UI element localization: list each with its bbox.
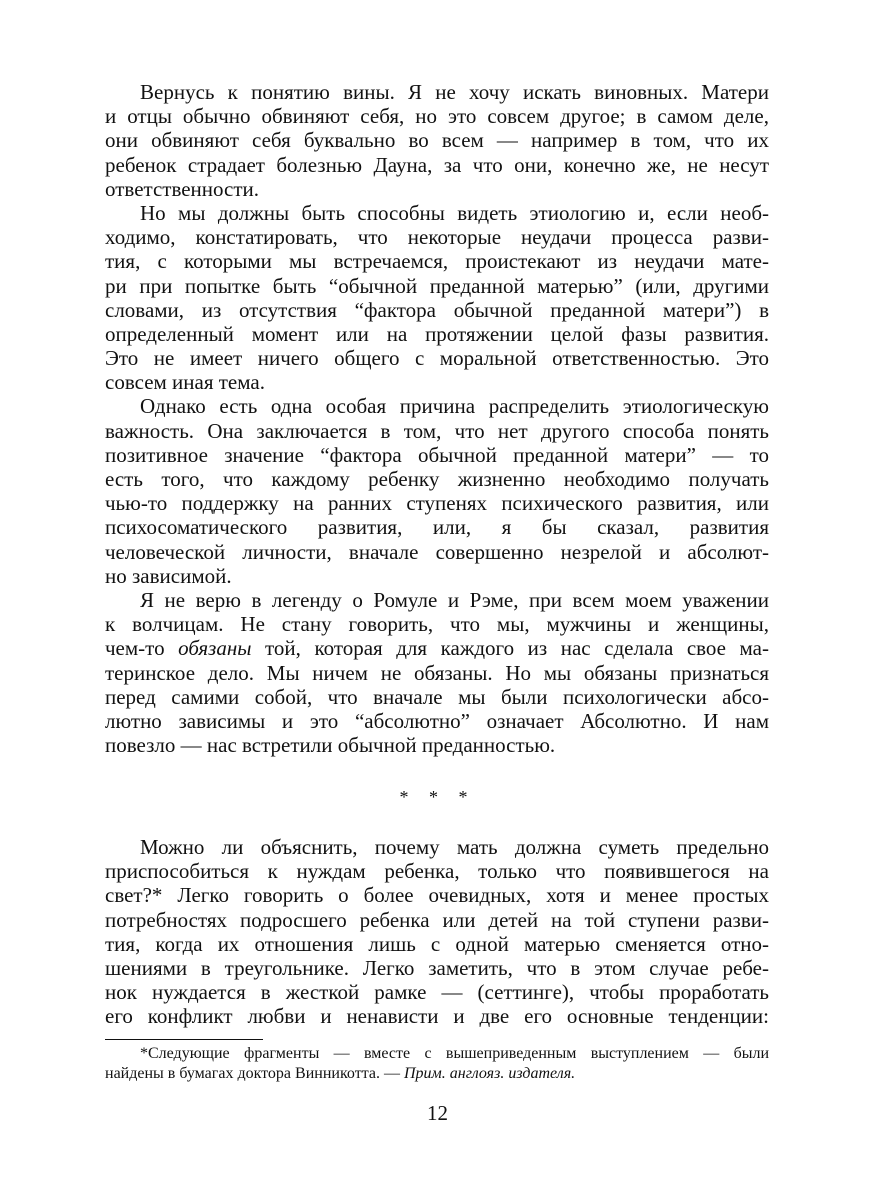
main-text-before-separator: [105, 80, 769, 757]
text-line-with-italic: [105, 636, 769, 660]
text-line: совсем иная тема.: [105, 370, 265, 395]
text-line: свет?* Легко говорить о более очевидных, хотя и менее простых: [105, 883, 769, 908]
paragraph-etiology: [105, 201, 769, 395]
italic-word: обязаны: [178, 636, 252, 661]
text-line: Вернусь к понятию вины. Я не хочу искать виновных. Матери: [140, 80, 769, 104]
paragraph-guilt: [105, 80, 769, 201]
text-line: Я не верю в легенду о Ромуле и Рэме, при всем моем уважении: [140, 587, 769, 612]
footnote-line: [105, 1064, 769, 1084]
text-line: его конфликт любви и ненависти и две его основные тенденции:: [105, 1004, 769, 1029]
text-line: чью-то поддержку на ранних ступенях психического развития, или: [105, 491, 769, 516]
text-line: лютно зависимы и это “абсолютно” означает Абсолютно. И нам: [105, 708, 769, 733]
text-line: тия, когда их отношения лишь с одной матерью сменяется отно-: [105, 931, 769, 956]
text-line: есть того, что каждому ребенку жизненно необходимо получать: [105, 467, 769, 491]
text-line: но зависимой.: [105, 563, 232, 588]
text-line: Однако есть одна особая причина распределить этиологическую: [140, 394, 769, 419]
text-line: ри при попытке быть “обычной преданной матерью” (или, другими: [105, 273, 769, 298]
text-line: Но мы должны быть способны видеть этиологию и, если необ-: [140, 200, 769, 225]
text-line: теринское дело. Мы ничем не обязаны. Но мы обязаны признаться: [105, 660, 769, 685]
text-line: нок нуждается в жесткой рамке — (сеттинге), чтобы проработать: [105, 980, 769, 1005]
text-line: Можно ли объяснить, почему мать должна суметь предельно: [140, 835, 769, 859]
footnote: [105, 1044, 769, 1084]
page-number: 12: [427, 1101, 448, 1125]
text-line: ходимо, констатировать, что некоторые неудачи процесса разви-: [105, 225, 769, 250]
text-line: потребностях подросшего ребенка или детей на той ступени разви-: [105, 907, 769, 932]
text-line: Это не имеет ничего общего с моральной ответственностью. Это: [105, 346, 769, 371]
footnote-line: *Следующие фрагменты — вместе с вышеприведенным выступлением — были: [140, 1045, 769, 1062]
text-line: ребенок страдает болезнью Дауна, за что они, конечно же, не несут: [105, 152, 769, 177]
text-line: определенный момент или на протяжении целой фазы развития.: [105, 321, 769, 346]
text-line: они обвиняют себя буквально во всем — например в том, что их: [105, 128, 769, 153]
text-line: к волчицам. Не стану говорить, что мы, мужчины и женщины,: [105, 612, 769, 637]
editor-note: Прим. англояз. издателя.: [403, 1065, 576, 1082]
footnote-divider: [105, 1039, 263, 1040]
text-line: позитивное значение “фактора обычной преданной матери” — то: [105, 442, 769, 467]
paragraph-importance: [105, 394, 769, 588]
text-line: ответственности.: [105, 176, 260, 201]
text-line: человеческой личности, вначале совершенно незрелой и абсолют-: [105, 539, 769, 564]
text-line: психосоматического развития, или, я бы сказал, развития: [105, 515, 769, 540]
main-text-after-separator: [105, 835, 769, 1029]
text-line: важность. Она заключается в том, что нет другого способа понять: [105, 418, 769, 443]
paragraph-adaptation: [105, 835, 769, 1029]
text-line: перед самими собой, что вначале мы были психологически абсо-: [105, 684, 769, 709]
text-line: повезло — нас встретили обычной преданностью.: [105, 733, 556, 758]
text-run: найдены в бумагах доктора Винникотта. —: [105, 1065, 404, 1082]
text-line: шениями в треугольнике. Легко заметить, что в этом случае ребе-: [105, 955, 769, 980]
text-line: словами, из отсутствия “фактора обычной преданной матери”) в: [105, 297, 769, 322]
text-line: приспособиться к нуждам ребенка, только что появившегося на: [105, 859, 769, 884]
text-line: тия, с которыми мы встречаемся, проистекают из неудачи мате-: [105, 249, 769, 274]
text-line: и отцы обычно обвиняют себя, но это совсем другое; в самом деле,: [105, 104, 769, 129]
section-separator: * * *: [399, 787, 476, 807]
text-run: той, которая для каждого из нас сделала свое ма-: [251, 636, 769, 661]
text-run: чем-то: [105, 636, 179, 661]
paragraph-romulus: [105, 588, 769, 757]
